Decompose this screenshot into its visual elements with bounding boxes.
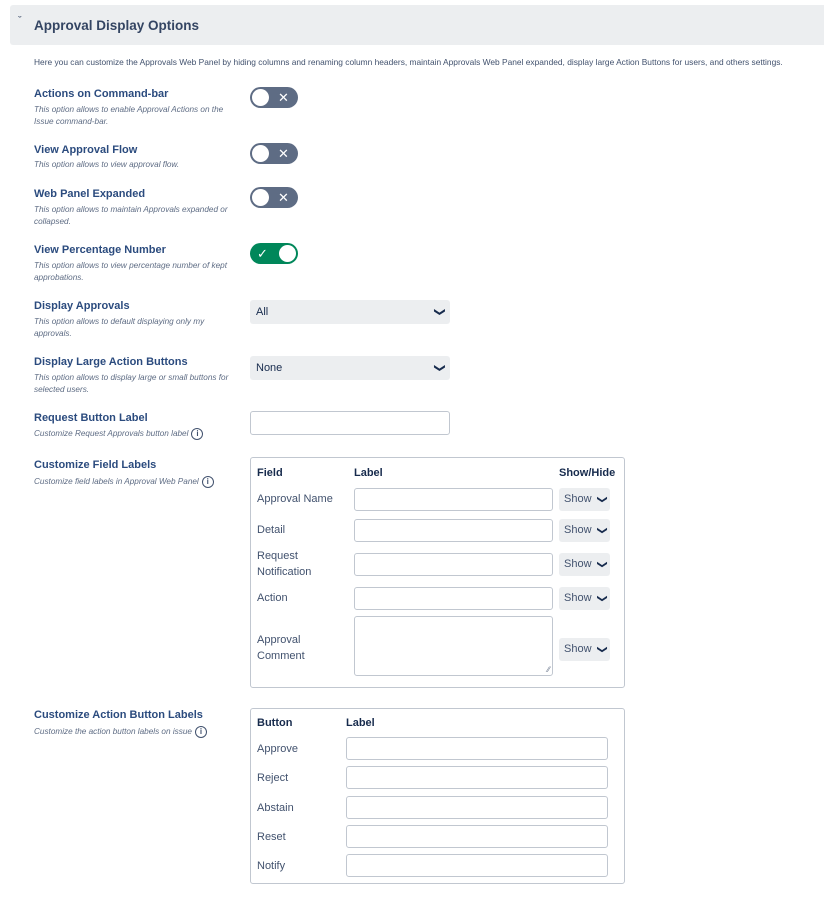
section-intro: Here you can customize the Approvals Web Panel by hiding columns and renaming column headers, maintain Approvals Web Panel expanded, display large Action Buttons for users, and others settings. [34, 57, 783, 67]
option-desc-view-approval-flow: This option allows to view approval flow. [34, 160, 180, 169]
button-label-input-notify[interactable] [346, 854, 608, 877]
check-icon: ✓ [257, 246, 268, 261]
option-title-web-panel-expanded: Web Panel Expanded [34, 188, 146, 200]
show-hide-value: Show [564, 493, 592, 505]
field-row-label: Detail [257, 524, 286, 536]
option-title-view-approval-flow: View Approval Flow [34, 144, 138, 156]
show-hide-value: Show [564, 592, 592, 604]
show-hide-select-request-notification[interactable] [559, 553, 610, 576]
info-icon[interactable]: i [195, 726, 207, 738]
chevron-down-icon: ❯ [433, 307, 446, 317]
column-header-button: Button [257, 717, 293, 729]
show-hide-value: Show [564, 643, 592, 655]
option-desc-large-buttons: This option allows to display large or small buttons for selected users. [34, 373, 229, 394]
toggle-view-approval-flow[interactable] [250, 143, 298, 164]
field-labels-table [250, 457, 625, 688]
x-icon: ✕ [278, 190, 289, 205]
x-icon: ✕ [278, 90, 289, 105]
option-title-actions-command-bar: Actions on Command-bar [34, 88, 169, 100]
resize-handle-icon[interactable]: ∕∕ [547, 665, 550, 674]
field-row-label: Approval Name [257, 493, 333, 505]
chevron-down-icon[interactable]: ˇ [18, 15, 22, 27]
field-row-label: Action [257, 592, 288, 604]
chevron-down-icon: ❯ [433, 363, 446, 373]
column-header-show-hide: Show/Hide [559, 467, 616, 479]
field-label-textarea-approval-comment[interactable] [354, 616, 553, 676]
button-labels-desc: Customize the action button labels on issue i [34, 726, 249, 738]
field-label-input-action[interactable] [354, 587, 553, 610]
button-labels-table [250, 708, 625, 884]
field-label-input-approval-name[interactable] [354, 488, 553, 511]
display-approvals-select[interactable] [250, 300, 450, 324]
chevron-down-icon: ❯ [596, 495, 608, 504]
column-header-label: Label [346, 717, 375, 729]
x-icon: ✕ [278, 146, 289, 161]
request-label-input[interactable] [250, 411, 450, 435]
column-header-label: Label [354, 467, 383, 479]
toggle-knob [252, 145, 269, 162]
section-title: Approval Display Options [34, 18, 200, 33]
field-labels-title: Customize Field Labels [34, 459, 157, 471]
button-row-label: Abstain [257, 802, 294, 814]
show-hide-select-action[interactable] [559, 587, 610, 610]
option-title-request-label: Request Button Label [34, 412, 148, 424]
button-labels-title: Customize Action Button Labels [34, 709, 203, 721]
toggle-knob [252, 189, 269, 206]
toggle-knob [279, 245, 296, 262]
large-buttons-value: None [256, 362, 283, 374]
field-row-label: Request Notification [257, 550, 312, 578]
show-hide-select-approval-comment[interactable] [559, 638, 610, 661]
option-desc-display-approvals: This option allows to default displaying only my approvals. [34, 317, 205, 338]
chevron-down-icon: ❯ [596, 645, 608, 654]
option-title-large-buttons: Display Large Action Buttons [34, 356, 188, 368]
button-label-input-reset[interactable] [346, 825, 608, 848]
toggle-web-panel-expanded[interactable] [250, 187, 298, 208]
button-label-input-abstain[interactable] [346, 796, 608, 819]
option-desc-actions-command-bar: This option allows to enable Approval Actions on the Issue command-bar. [34, 105, 224, 126]
option-title-display-approvals: Display Approvals [34, 300, 130, 312]
toggle-view-percentage[interactable] [250, 243, 298, 264]
toggle-knob [252, 89, 269, 106]
column-header-field: Field [257, 467, 283, 479]
section-header[interactable] [10, 5, 824, 45]
field-row-label: Approval Comment [257, 634, 305, 662]
toggle-actions-command-bar[interactable] [250, 87, 298, 108]
option-title-view-percentage: View Percentage Number [34, 244, 166, 256]
show-hide-value: Show [564, 558, 592, 570]
chevron-down-icon: ❯ [596, 560, 608, 569]
option-desc-view-percentage: This option allows to view percentage number of kept approbations. [34, 261, 227, 282]
show-hide-select-approval-name[interactable] [559, 488, 610, 511]
button-row-label: Approve [257, 743, 298, 755]
chevron-down-icon: ❯ [596, 594, 608, 603]
info-icon[interactable]: i [191, 428, 203, 440]
field-labels-desc: Customize field labels in Approval Web Panel i [34, 476, 249, 488]
chevron-down-icon: ❯ [596, 526, 608, 535]
button-row-label: Notify [257, 860, 286, 872]
field-label-input-request-notification[interactable] [354, 553, 553, 576]
button-row-label: Reject [257, 772, 289, 784]
button-label-input-reject[interactable] [346, 766, 608, 789]
display-approvals-value: All [256, 306, 269, 318]
show-hide-select-detail[interactable] [559, 519, 610, 542]
large-buttons-select[interactable] [250, 356, 450, 380]
option-desc-web-panel-expanded: This option allows to maintain Approvals expanded or collapsed. [34, 205, 228, 226]
info-icon[interactable]: i [202, 476, 214, 488]
button-row-label: Reset [257, 831, 286, 843]
option-desc-request-label: Customize Request Approvals button label i [34, 428, 249, 440]
button-label-input-approve[interactable] [346, 737, 608, 760]
field-label-input-detail[interactable] [354, 519, 553, 542]
show-hide-value: Show [564, 524, 592, 536]
